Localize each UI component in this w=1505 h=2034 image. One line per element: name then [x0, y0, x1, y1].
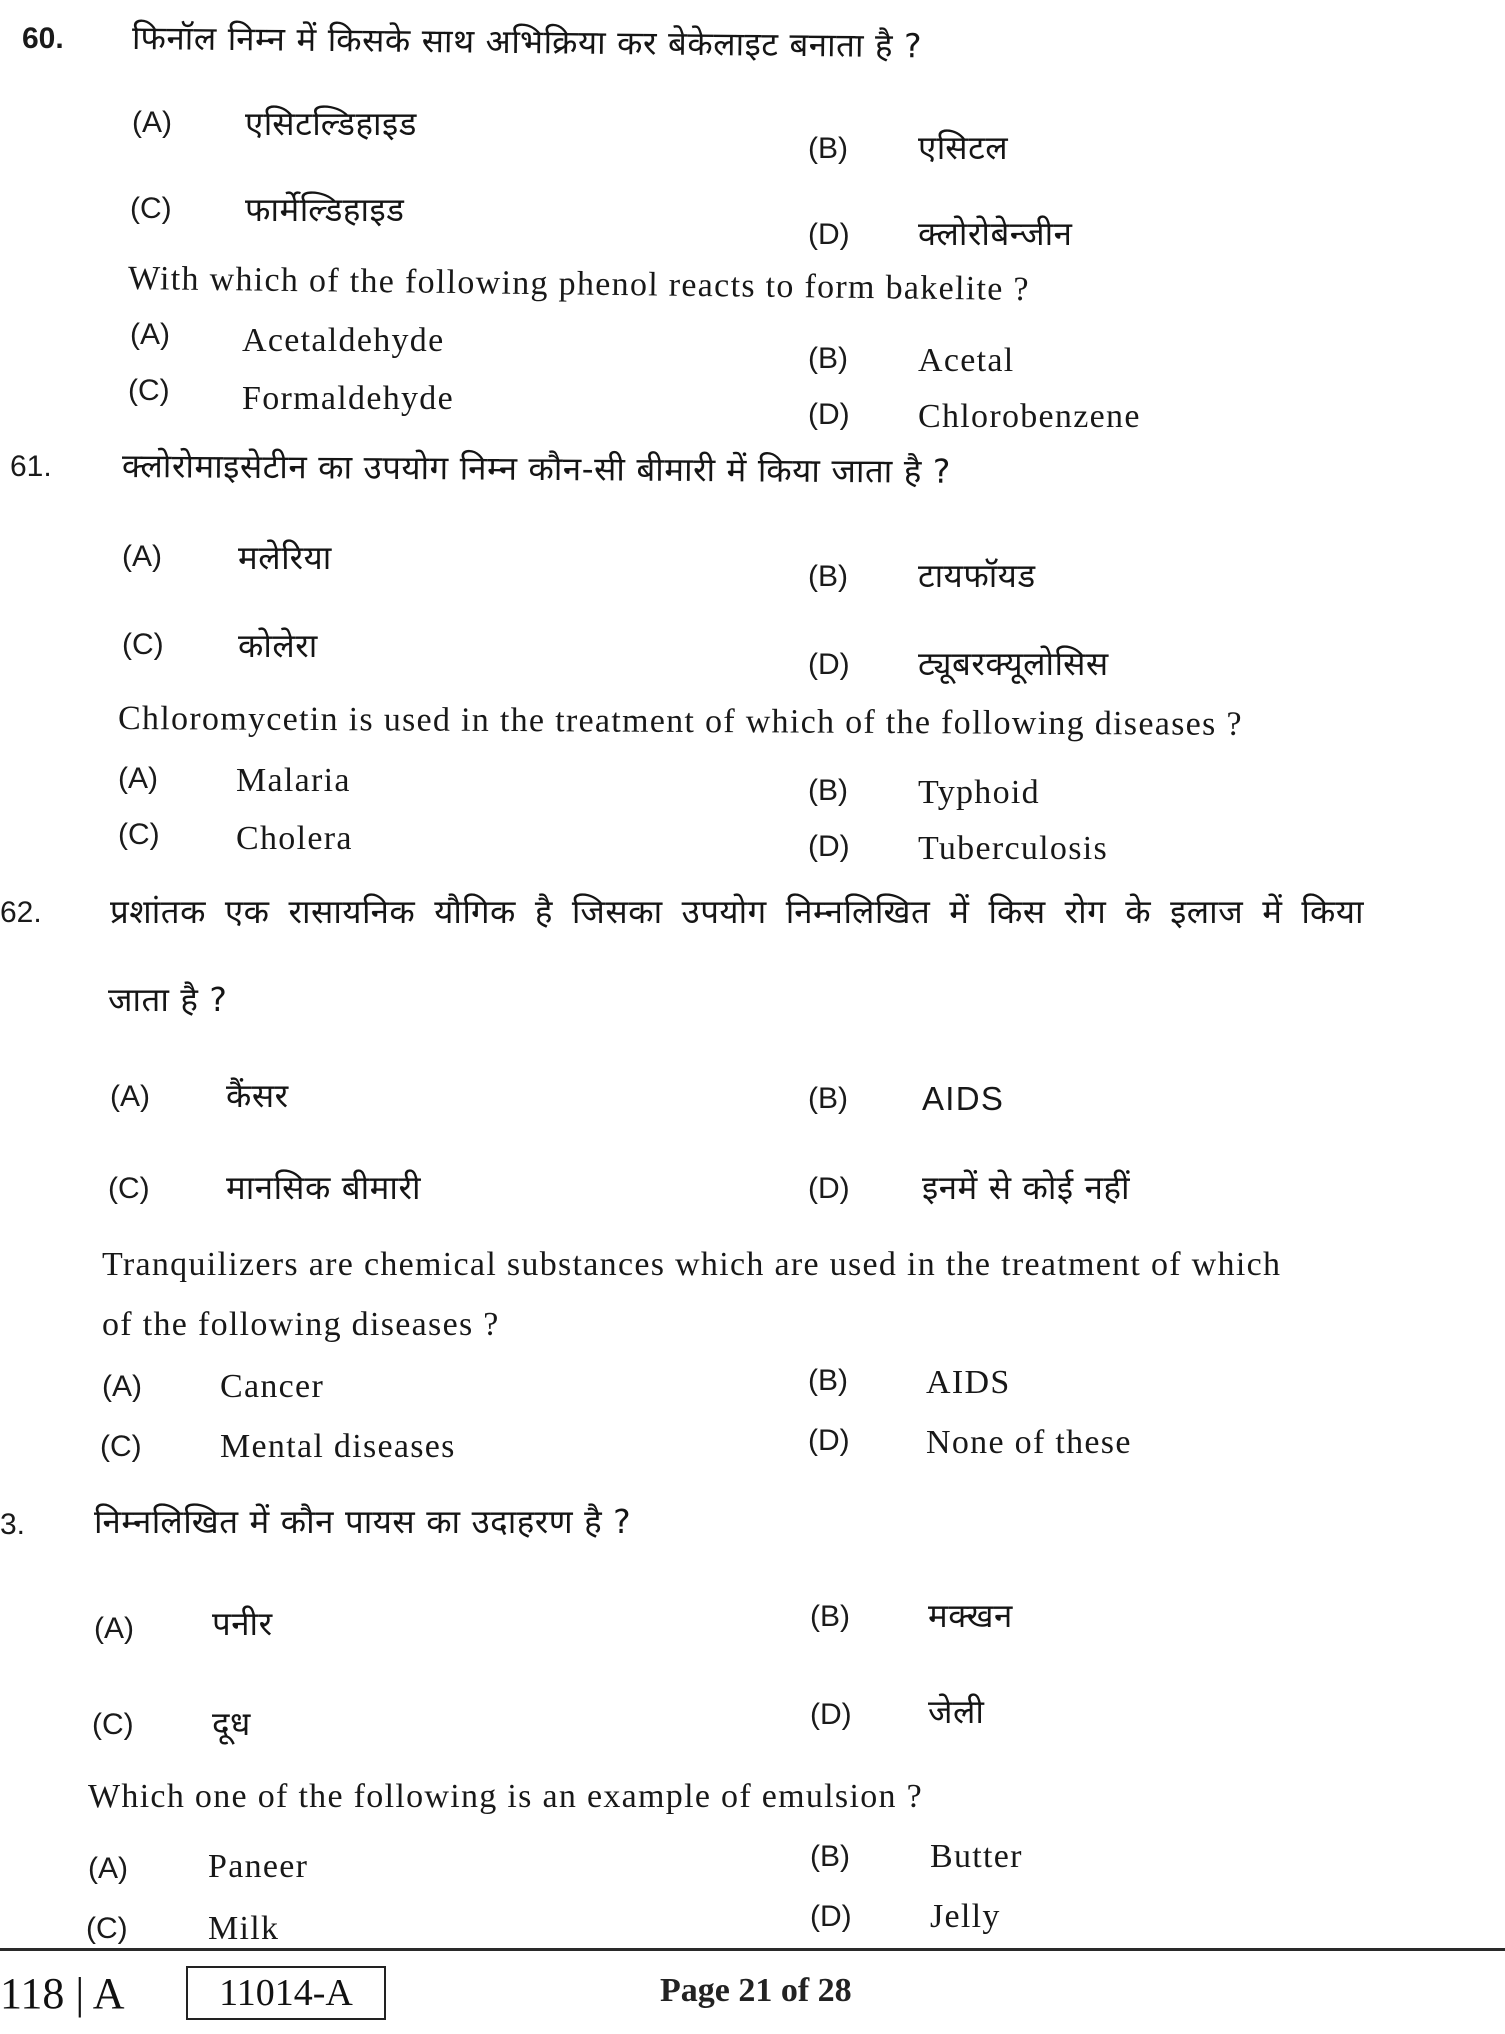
- option-label: (D): [808, 1172, 850, 1205]
- option-label: (D): [810, 1698, 852, 1731]
- option-label: (D): [810, 1900, 852, 1933]
- option-label: (C): [100, 1430, 142, 1463]
- option-text: कैंसर: [226, 1076, 289, 1115]
- option-text: Malaria: [236, 762, 351, 799]
- option-label: (A): [110, 1080, 150, 1113]
- option-text: मानसिक बीमारी: [226, 1168, 421, 1207]
- option-text: Paneer: [208, 1848, 309, 1885]
- option-label: (A): [88, 1852, 128, 1885]
- option-text: फार्मेल्डिहाइड: [245, 190, 405, 229]
- option-text: इनमें से कोई नहीं: [922, 1168, 1131, 1207]
- option-text: Jelly: [930, 1898, 1001, 1935]
- option-text: कोलेरा: [238, 626, 318, 665]
- question-text-hindi: फिनॉल निम्न में किसके साथ अभिक्रिया कर बेकेलाइट बनाता है ?: [131, 18, 923, 66]
- option-label: (D): [808, 398, 850, 431]
- option-text: एसिटल: [918, 128, 1009, 167]
- question-text-english-line2: of the following diseases ?: [102, 1306, 500, 1343]
- option-text: Acetal: [918, 342, 1015, 379]
- option-label: (B): [808, 132, 848, 165]
- option-label: (A): [130, 318, 170, 351]
- option-label: (A): [94, 1612, 134, 1645]
- question-number: 3.: [0, 1508, 26, 1541]
- option-text: जेली: [928, 1692, 985, 1731]
- option-text: टायफॉयड: [918, 556, 1036, 595]
- option-text: Butter: [930, 1838, 1023, 1875]
- question-text-hindi-line2: जाता है ?: [108, 980, 228, 1019]
- option-text: AIDS: [922, 1080, 1005, 1117]
- option-label: (D): [808, 1424, 850, 1457]
- option-label: (A): [132, 106, 172, 139]
- option-text: Cancer: [220, 1368, 325, 1405]
- option-text: पनीर: [212, 1604, 273, 1643]
- option-label: (B): [808, 774, 848, 807]
- question-number: 62.: [0, 896, 42, 929]
- option-label: (C): [130, 192, 172, 225]
- option-text: Typhoid: [918, 774, 1040, 811]
- option-text: Acetaldehyde: [242, 322, 445, 359]
- option-text: Formaldehyde: [242, 380, 454, 417]
- option-label: (B): [810, 1600, 850, 1633]
- option-label: (A): [102, 1370, 142, 1403]
- option-label: (A): [118, 762, 158, 795]
- option-text: ट्यूबरक्यूलोसिस: [918, 644, 1109, 683]
- option-label: (C): [128, 374, 170, 407]
- option-label: (C): [108, 1172, 150, 1205]
- page-number: Page 21 of 28: [660, 1972, 852, 2009]
- option-text: Tuberculosis: [918, 830, 1109, 867]
- option-label: (B): [808, 1364, 848, 1397]
- option-text: Mental diseases: [220, 1428, 456, 1465]
- option-text: Chlorobenzene: [918, 398, 1141, 435]
- question-text-english: Which one of the following is an example of emulsion ?: [88, 1778, 924, 1815]
- question-text-hindi-line1: प्रशांतक एक रासायनिक यौगिक है जिसका उपयोग निम्नलिखित में किस रोग के इलाज में किया: [110, 892, 1365, 931]
- paper-code: 118 | A: [0, 1969, 125, 2018]
- question-text-hindi: निम्नलिखित में कौन पायस का उदाहरण है ?: [94, 1502, 632, 1541]
- option-label: (B): [810, 1840, 850, 1873]
- question-text-english: With which of the following phenol reacts to form bakelite ?: [127, 260, 1031, 309]
- option-label: (C): [92, 1708, 134, 1741]
- question-text-english-line1: Tranquilizers are chemical substances which are used in the treatment of which: [102, 1246, 1282, 1283]
- option-label: (D): [808, 218, 850, 251]
- option-text: एसिटल्डिहाइड: [245, 104, 417, 143]
- question-number: 60.: [22, 22, 64, 55]
- option-label: (B): [808, 1082, 848, 1115]
- option-label: (D): [808, 830, 850, 863]
- booklet-code-box: 11014-A: [186, 1966, 386, 2020]
- option-text: मलेरिया: [238, 538, 332, 577]
- question-text-english: Chloromycetin is used in the treatment of which of the following diseases ?: [117, 700, 1243, 743]
- option-text: क्लोरोबेन्जीन: [918, 214, 1073, 253]
- option-text: मक्खन: [928, 1596, 1013, 1635]
- option-label: (B): [808, 342, 848, 375]
- option-text: Milk: [208, 1910, 280, 1947]
- option-text: None of these: [926, 1424, 1132, 1461]
- option-label: (C): [86, 1912, 128, 1945]
- option-label: (D): [808, 648, 850, 681]
- option-label: (A): [122, 540, 162, 573]
- option-text: दूध: [212, 1704, 251, 1743]
- footer-divider: [0, 1948, 1505, 1951]
- question-text-hindi: क्लोरोमाइसेटीन का उपयोग निम्न कौन-सी बीमारी में किया जाता है ?: [121, 446, 951, 491]
- option-label: (B): [808, 560, 848, 593]
- option-text: Cholera: [236, 820, 353, 857]
- question-number: 61.: [10, 450, 52, 483]
- option-label: (C): [122, 628, 164, 661]
- option-text: AIDS: [926, 1364, 1011, 1401]
- option-label: (C): [118, 818, 160, 851]
